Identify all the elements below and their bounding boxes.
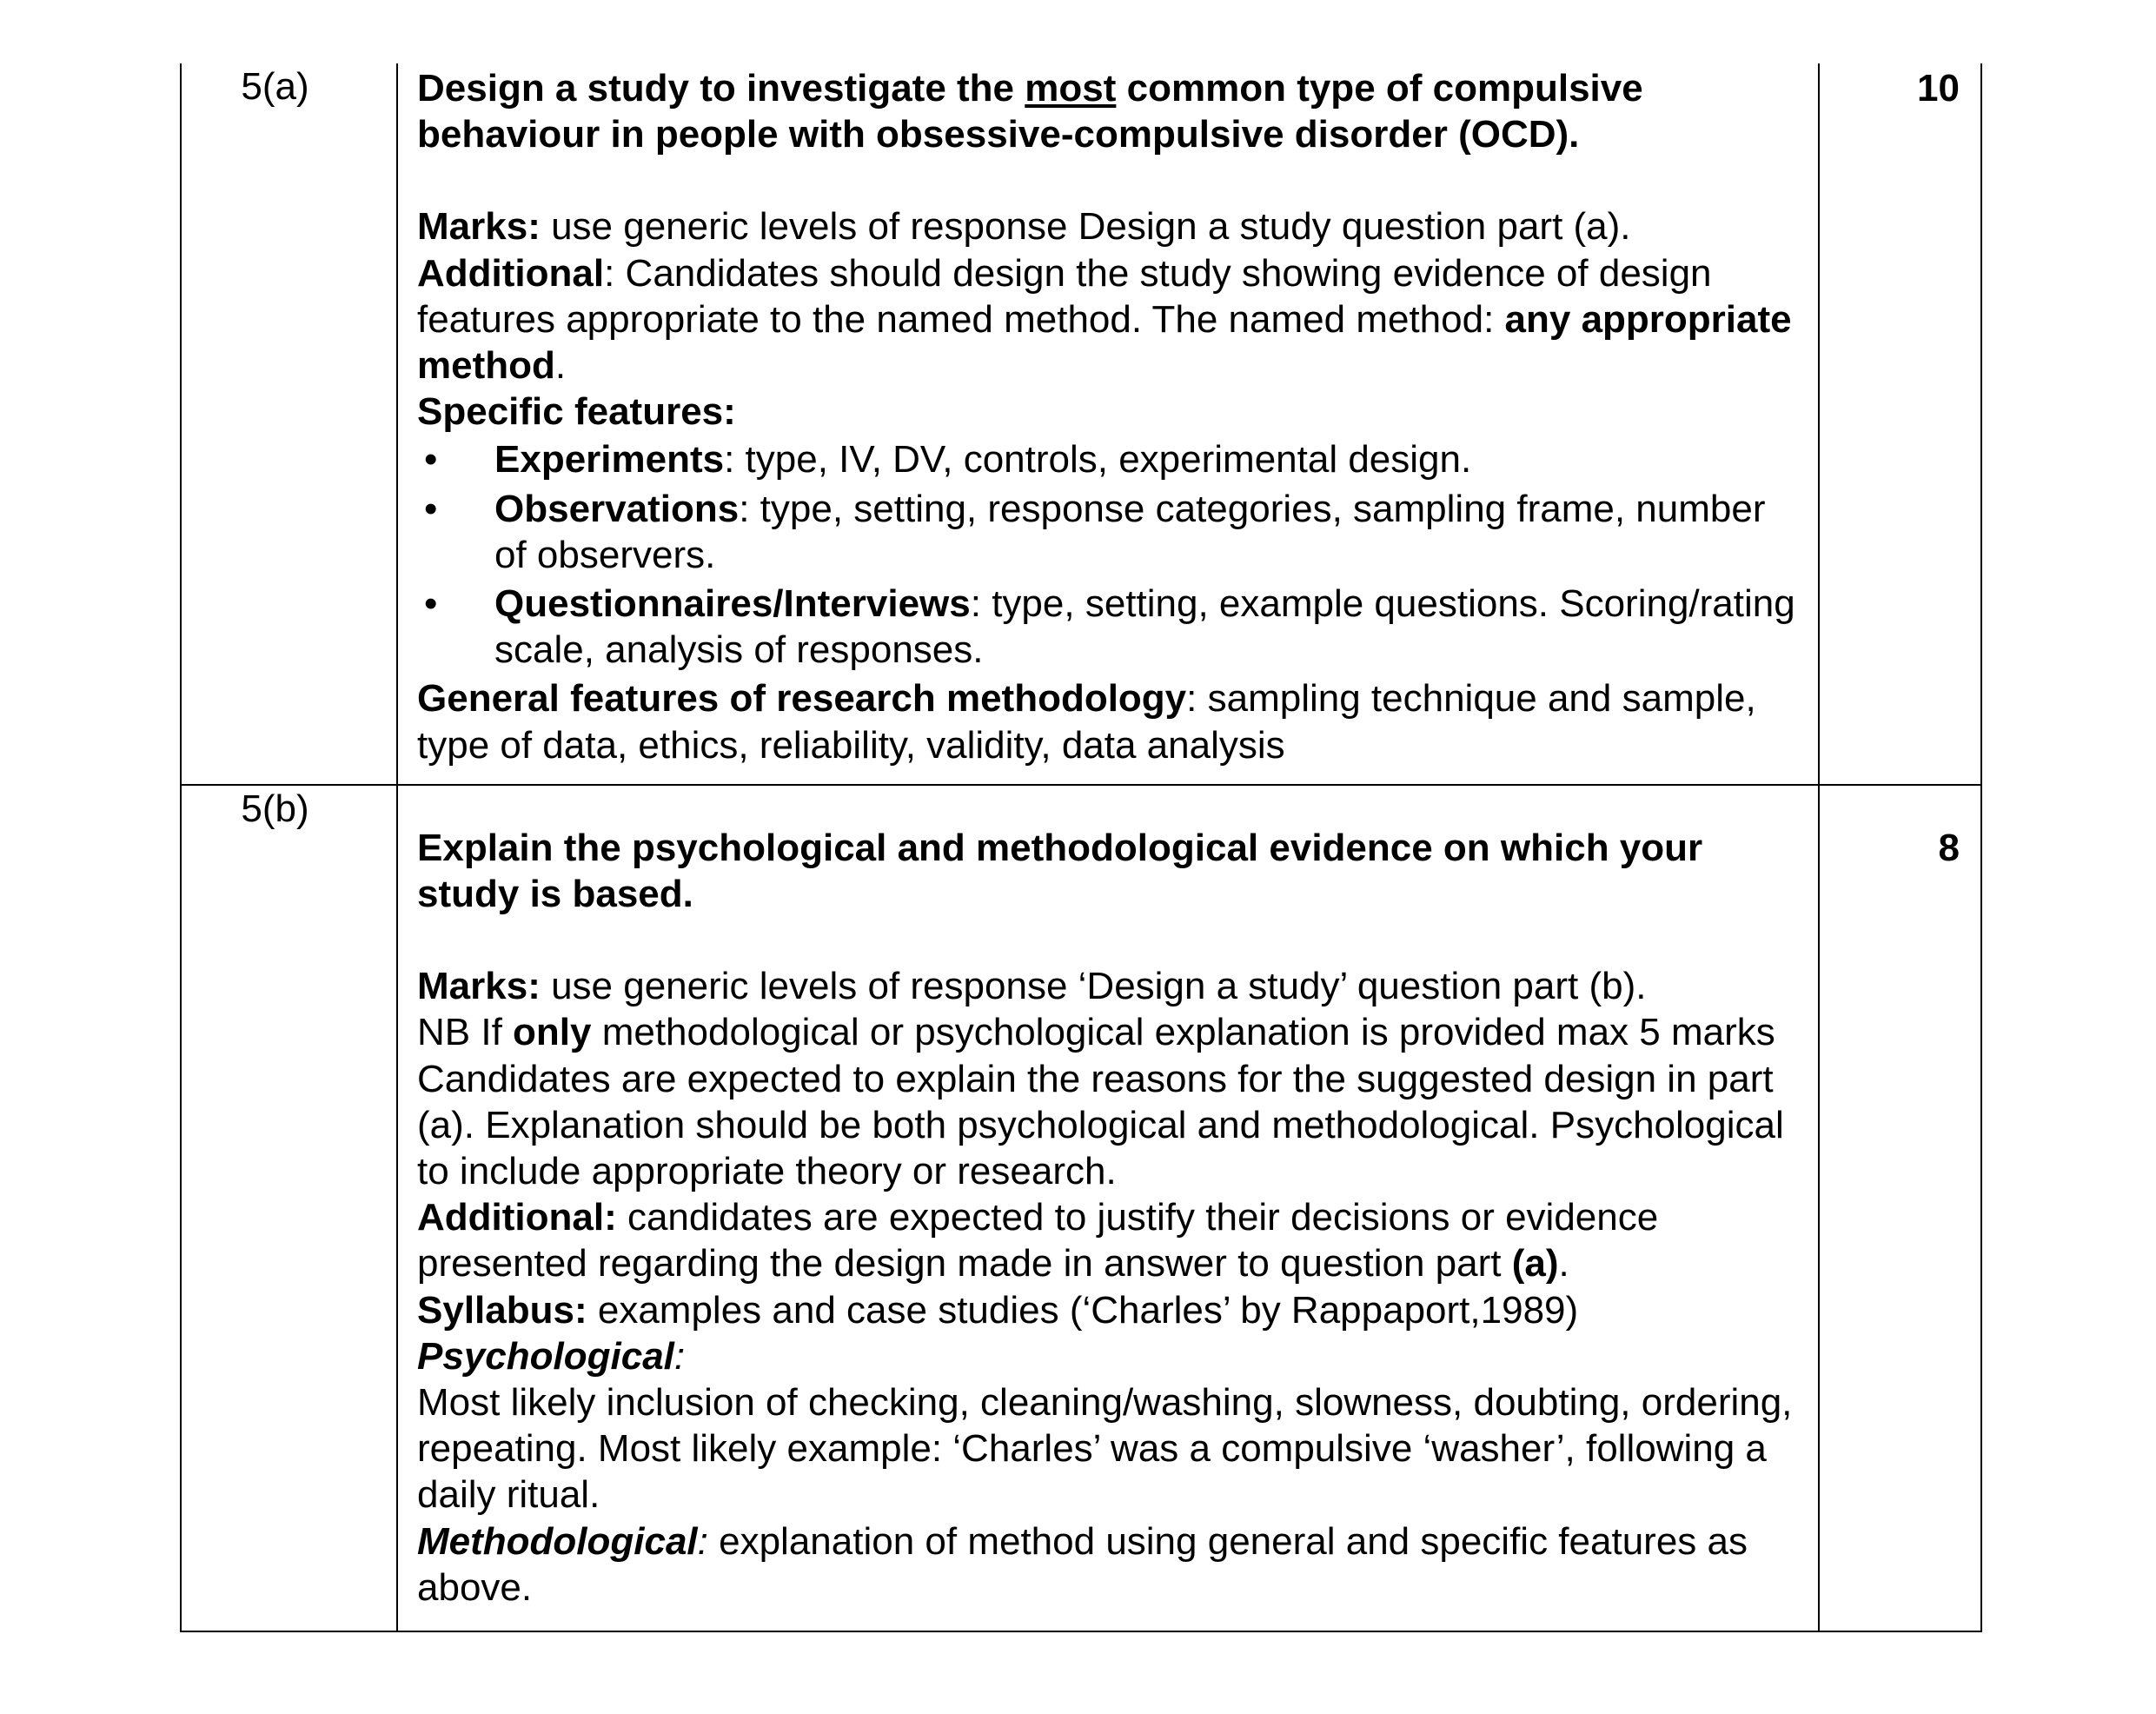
nb-note <box>417 1009 1801 1055</box>
syllabus-line <box>417 1287 1801 1333</box>
methodological-text: explanation of method using general and specific features as above. <box>417 1519 1748 1609</box>
list-item <box>417 486 1801 578</box>
additional-label: Additional: <box>417 1196 617 1239</box>
psychological-heading <box>417 1333 1801 1379</box>
methodological-line <box>417 1518 1801 1611</box>
feature-term: Questionnaires/Interviews <box>494 582 971 626</box>
table-row-5b <box>181 785 1981 1631</box>
feature-text: : type, IV, DV, controls, experimental design. <box>724 438 1472 482</box>
marks-value: 8 <box>1938 826 1960 869</box>
bullet-icon: • <box>424 438 438 482</box>
additional-text: candidates are expected to justify their decisions or evidence presented regarding the design made in answer to question part <box>417 1196 1659 1286</box>
marks-cell <box>1819 63 1981 785</box>
psychological-text: Most likely inclusion of checking, cleaning/washing, slowness, doubting, ordering, repeating. Most likely example: ‘Charles’ was a compulsive ‘washer’, following a daily ritual. <box>417 1381 1793 1517</box>
bullet-icon: • <box>424 487 438 530</box>
answer-cell <box>397 63 1819 785</box>
marks-guidance <box>417 963 1801 1009</box>
general-features-text: : sampling technique and sample, type of data, ethics, reliability, validity, data analysis <box>417 677 1756 767</box>
question-text: Explain the psychological and methodological evidence on which your study is based. <box>417 826 1703 916</box>
feature-text: : type, setting, example questions. Scoring/rating scale, analysis of responses. <box>494 582 1795 672</box>
nb-emphasis: only <box>513 1011 592 1054</box>
mark-scheme-table <box>180 63 1982 1632</box>
specific-features-list <box>417 436 1801 673</box>
bullet-icon: • <box>424 582 438 626</box>
expected-explanation: Candidates are expected to explain the reasons for the suggested design in part (a). Explanation should be both psychological and methodological. Psychological to include appropriate theory or research. <box>417 1057 1784 1193</box>
marks-label: Marks: <box>417 205 541 249</box>
marks-guidance-text: use generic levels of response ‘Design a study’ question part (b). <box>540 965 1647 1008</box>
question-text <box>417 65 1801 157</box>
psychological-colon: : <box>673 1334 686 1378</box>
additional-guidance <box>417 1194 1801 1286</box>
additional-text: : Candidates should design the study showing evidence of design features appropriate to the named method. The named method: <box>417 251 1712 341</box>
answer-cell <box>397 785 1819 1631</box>
marks-guidance <box>417 203 1801 249</box>
question-number-cell <box>181 63 397 785</box>
question-number: 5(a) <box>241 65 309 108</box>
methodological-colon: : <box>697 1519 708 1563</box>
nb-prefix: NB If <box>417 1011 514 1054</box>
marks-label: Marks: <box>417 965 541 1008</box>
question-text-end: common type of compulsive behaviour in people with obsessive-compulsive disorder (OCD). <box>417 67 1643 156</box>
feature-term: Experiments <box>494 438 725 482</box>
question-number: 5(b) <box>241 787 309 830</box>
list-item <box>417 436 1801 482</box>
specific-features-label: Specific features: <box>417 390 736 434</box>
general-features <box>417 675 1801 767</box>
part-reference: (a) <box>1511 1242 1559 1286</box>
additional-end: . <box>1558 1242 1569 1286</box>
question-number-cell <box>181 785 397 1631</box>
general-features-label: General features of research methodology <box>417 677 1187 721</box>
question-emphasis: most <box>1025 67 1117 110</box>
methodological-label: Methodological <box>417 1519 698 1563</box>
additional-guidance <box>417 250 1801 389</box>
marks-guidance-text: use generic levels of response Design a study question part (a). <box>540 205 1631 249</box>
feature-term: Observations <box>494 487 740 530</box>
list-item <box>417 581 1801 673</box>
marks-cell <box>1819 785 1981 1631</box>
table-row-5a <box>181 63 1981 785</box>
syllabus-text: examples and case studies (‘Charles’ by Rappaport,1989) <box>587 1288 1579 1332</box>
named-method: any appropriate method <box>417 297 1792 388</box>
additional-label: Additional <box>417 251 605 295</box>
specific-features-heading <box>417 389 1801 435</box>
additional-end: . <box>554 344 567 388</box>
nb-text: methodological or psychological explanation is provided max 5 marks <box>591 1011 1775 1054</box>
syllabus-label: Syllabus: <box>417 1288 587 1332</box>
question-text-start: Design a study to investigate the <box>417 67 1025 110</box>
feature-text: : type, setting, response categories, sampling frame, number of observers. <box>494 487 1766 576</box>
psychological-label: Psychological <box>417 1334 674 1378</box>
marks-value: 10 <box>1917 67 1960 110</box>
